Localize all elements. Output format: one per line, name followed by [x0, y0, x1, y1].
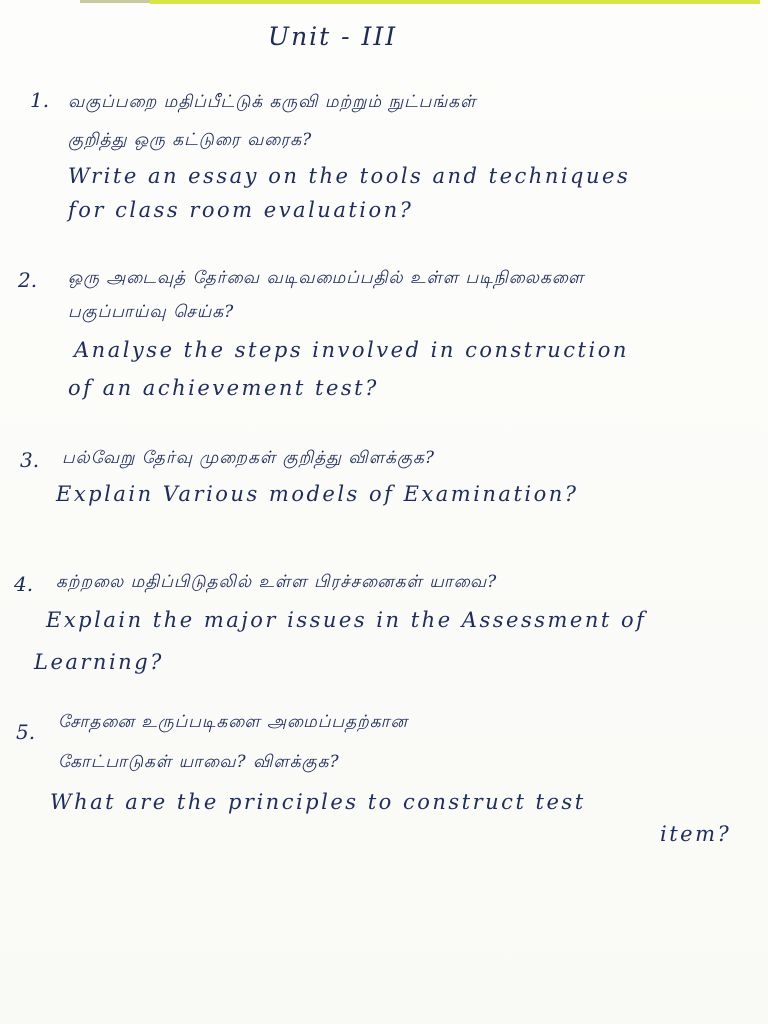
question-1-number: 1.	[30, 88, 50, 112]
question-1-tamil-line-1: வகுப்பறை மதிப்பீட்டுக் கருவி மற்றும் நுட்பங்கள்	[68, 92, 477, 112]
question-2-english-line-2: of an achievement test?	[68, 376, 379, 400]
question-5-english-line-1: What are the principles to construct test	[50, 790, 586, 814]
question-5-tamil-line-2: கோட்பாடுகள் யாவை? விளக்குக?	[58, 752, 340, 772]
question-5-tamil-line-1: சோதனை உருப்படிகளை அமைப்பதற்கான	[58, 712, 408, 732]
question-2-number: 2.	[18, 268, 38, 292]
question-2-english-line-1: Analyse the steps involved in construction	[74, 338, 629, 362]
page-title: Unit - III	[268, 22, 398, 51]
page-top-edge	[80, 0, 150, 3]
question-4-english-line-1: Explain the major issues in the Assessment of	[46, 608, 647, 632]
question-3-tamil-line-1: பல்வேறு தேர்வு முறைகள் குறித்து விளக்குக?	[62, 448, 435, 468]
question-1-english-line-2: for class room evaluation?	[68, 198, 414, 222]
highlight-strip	[150, 0, 760, 4]
question-3-number: 3.	[20, 448, 40, 472]
question-1-english-line-1: Write an essay on the tools and techniques	[68, 164, 631, 188]
question-2-tamil-line-1: ஒரு அடைவுத் தேர்வை வடிவமைப்பதில் உள்ள படிநிலைகளை	[68, 268, 585, 288]
question-4-tamil-line-1: கற்றலை மதிப்பிடுதலில் உள்ள பிரச்சனைகள் யாவை?	[56, 572, 498, 592]
question-4-number: 4.	[14, 572, 34, 596]
question-4-english-line-2: Learning?	[34, 650, 164, 674]
question-1-tamil-line-2: குறித்து ஒரு கட்டுரை வரைக?	[68, 130, 313, 150]
question-2-tamil-line-2: பகுப்பாய்வு செய்க?	[68, 302, 235, 322]
question-5-english-line-2: item?	[660, 822, 732, 846]
question-5-number: 5.	[16, 720, 36, 744]
question-3-english-line-1: Explain Various models of Examination?	[56, 482, 579, 506]
